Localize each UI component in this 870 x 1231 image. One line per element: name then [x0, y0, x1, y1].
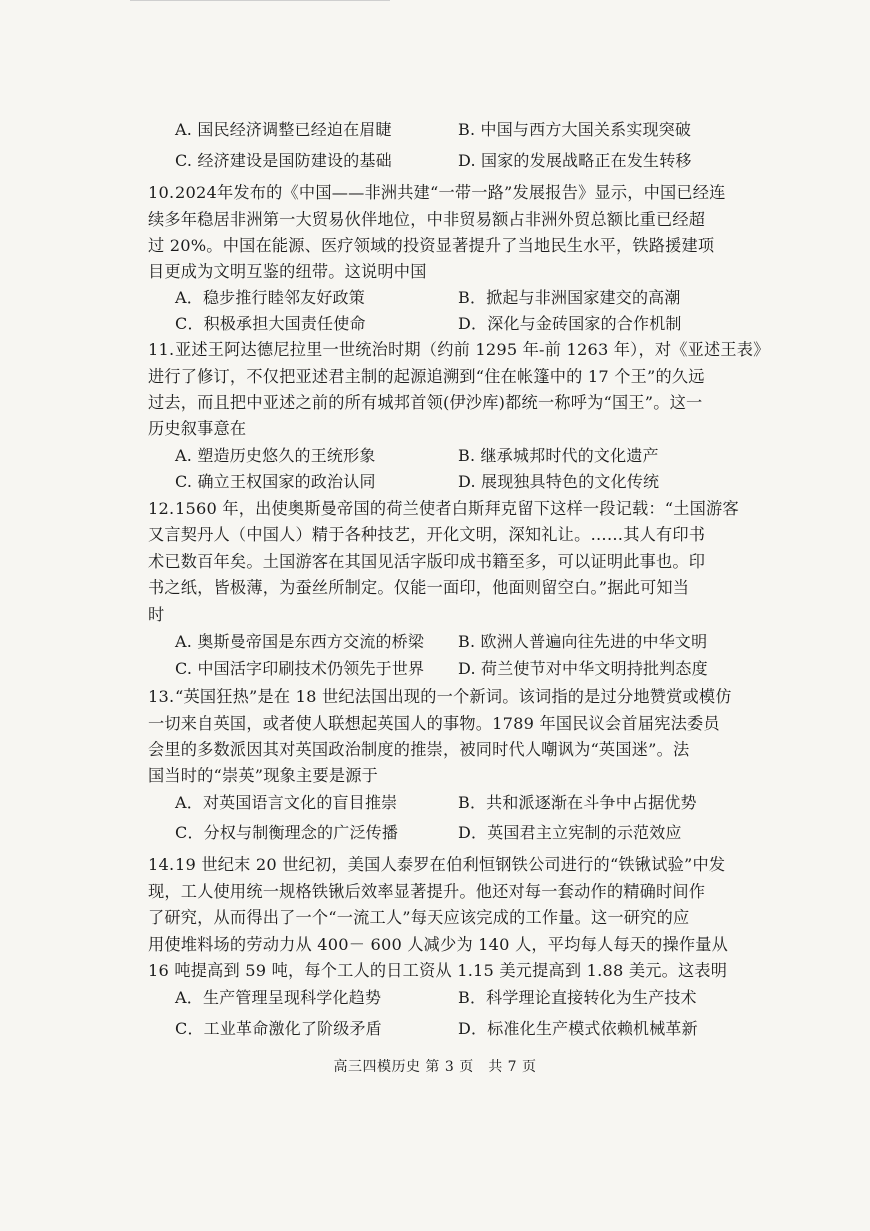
q10-stem-line: 续多年稳居非洲第一大贸易伙伴地位，中非贸易额占非洲外贸总额比重已经超 [148, 210, 706, 229]
q9-option-c: C. 经济建设是国防建设的基础 [175, 151, 392, 170]
q14-stem-line: 19 世纪末 20 世纪初，美国人泰罗在伯利恒钢铁公司进行的“铁锹试验”中发 [175, 855, 726, 874]
q9-option-b: B. 中国与西方大国关系实现突破 [458, 120, 692, 139]
q13-stem-line: 一切来自英国，或者使人联想起英国人的事物。1789 年国民议会首届宪法委员 [148, 714, 720, 733]
q12-option-d: D. 荷兰使节对中华文明持批判态度 [458, 659, 708, 678]
q14-stem-line: 现，工人使用统一规格铁锹后效率显著提升。他还对每一套动作的精确时间作 [148, 882, 706, 901]
q14-stem-line: 用使堆料场的劳动力从 400－ 600 人减少为 140 人，平均每人每天的操作量从 [148, 935, 729, 954]
q13-option-c: C．分权与制衡理念的广泛传播 [175, 823, 399, 842]
q11-option-a: A. 塑造历史悠久的王统形象 [175, 446, 376, 465]
q11-stem-line: 亚述王阿达德尼拉里一世统治时期（约前 1295 年-前 1263 年），对《亚述王表》 [175, 340, 770, 359]
q12-option-c: C. 中国活字印刷技术仍领先于世界 [175, 659, 425, 678]
q10-option-a: A．稳步推行睦邻友好政策 [175, 288, 365, 307]
q10-number: 10. [148, 183, 175, 202]
q13-option-a: A．对英国语言文化的盲目推崇 [175, 793, 398, 812]
q14-option-a: A．生产管理呈现科学化趋势 [175, 988, 382, 1007]
q10-option-d: D．深化与金砖国家的合作机制 [458, 314, 682, 333]
q13-number: 13. [148, 687, 175, 706]
q13-stem-line: 国当时的“崇英”现象主要是源于 [148, 766, 378, 785]
q11-number: 11. [148, 340, 175, 359]
q10-stem-line: 目更成为文明互鉴的纽带。这说明中国 [148, 262, 427, 281]
q14-number: 14. [148, 855, 175, 874]
q9-option-a: A. 国民经济调整已经迫在眉睫 [175, 120, 392, 139]
q12-option-b: B. 欧洲人普遍向往先进的中华文明 [458, 632, 708, 651]
scan-edge-mark [130, 0, 390, 4]
q14-option-d: D．标准化生产模式依赖机械革新 [458, 1019, 698, 1038]
q11-option-d: D. 展现独具特色的文化传统 [458, 472, 660, 491]
q12-stem-line: 术已数百年矣。土国游客在其国见活字版印成书籍至多，可以证明此事也。印 [148, 552, 706, 571]
q13-option-d: D．英国君主立宪制的示范效应 [458, 823, 682, 842]
q12-stem-line: 书之纸，皆极薄，为蚕丝所制定。仅能一面印，他面则留空白。”据此可知当 [148, 578, 690, 597]
q11-option-b: B. 继承城邦时代的文化遗产 [458, 446, 659, 465]
q12-stem-line: 1560 年，出使奥斯曼帝国的荷兰使者白斯拜克留下这样一段记载：“土国游客 [175, 499, 739, 518]
q14-option-c: C．工业革命激化了阶级矛盾 [175, 1019, 382, 1038]
q11-stem-line: 历史叙事意在 [148, 419, 247, 438]
q11-stem-line: 过去，而且把中亚述之前的所有城邦首领(伊沙库)都统一称呼为“国王”。这一 [148, 393, 703, 412]
q12-option-a: A. 奥斯曼帝国是东西方交流的桥梁 [175, 632, 425, 651]
q10-option-b: B．掀起与非洲国家建交的高潮 [458, 288, 681, 307]
q9-option-d: D. 国家的发展战略正在发生转移 [458, 151, 692, 170]
q14-option-b: B．科学理论直接转化为生产技术 [458, 988, 697, 1007]
q10-stem-line: 过 20%。中国在能源、医疗领域的投资显著提升了当地民生水平，铁路援建项 [148, 236, 715, 255]
q10-stem-line: 2024年发布的《中国——非洲共建“一带一路”发展报告》显示，中国已经连 [175, 183, 726, 202]
page-footer: 高三四模历史 第 3 页 共 7 页 [333, 1059, 537, 1075]
q12-stem-line: 又言契丹人（中国人）精于各种技艺，开化文明，深知礼让。……其人有印书 [148, 525, 706, 544]
q14-stem-line: 了研究，从而得出了一个“一流工人”每天应该完成的工作量。这一研究的应 [148, 908, 690, 927]
q14-stem-line: 16 吨提高到 59 吨，每个工人的日工资从 1.15 美元提高到 1.88 美元。这表明 [148, 961, 728, 980]
q12-number: 12. [148, 499, 175, 518]
q12-stem-line: 时 [148, 605, 165, 624]
q13-stem-line: “英国狂热”是在 18 世纪法国出现的一个新词。该词指的是过分地赞赏或模仿 [175, 687, 732, 706]
q10-option-c: C．积极承担大国责任使命 [175, 314, 366, 333]
q11-option-c: C. 确立王权国家的政治认同 [175, 472, 376, 491]
q11-stem-line: 进行了修订，不仅把亚述君主制的起源追溯到“住在帐篷中的 17 个王”的久远 [148, 367, 705, 386]
q13-stem-line: 会里的多数派因其对英国政治制度的推崇，被同时代人嘲讽为“英国迷”。法 [148, 740, 690, 759]
q13-option-b: B．共和派逐渐在斗争中占据优势 [458, 793, 697, 812]
